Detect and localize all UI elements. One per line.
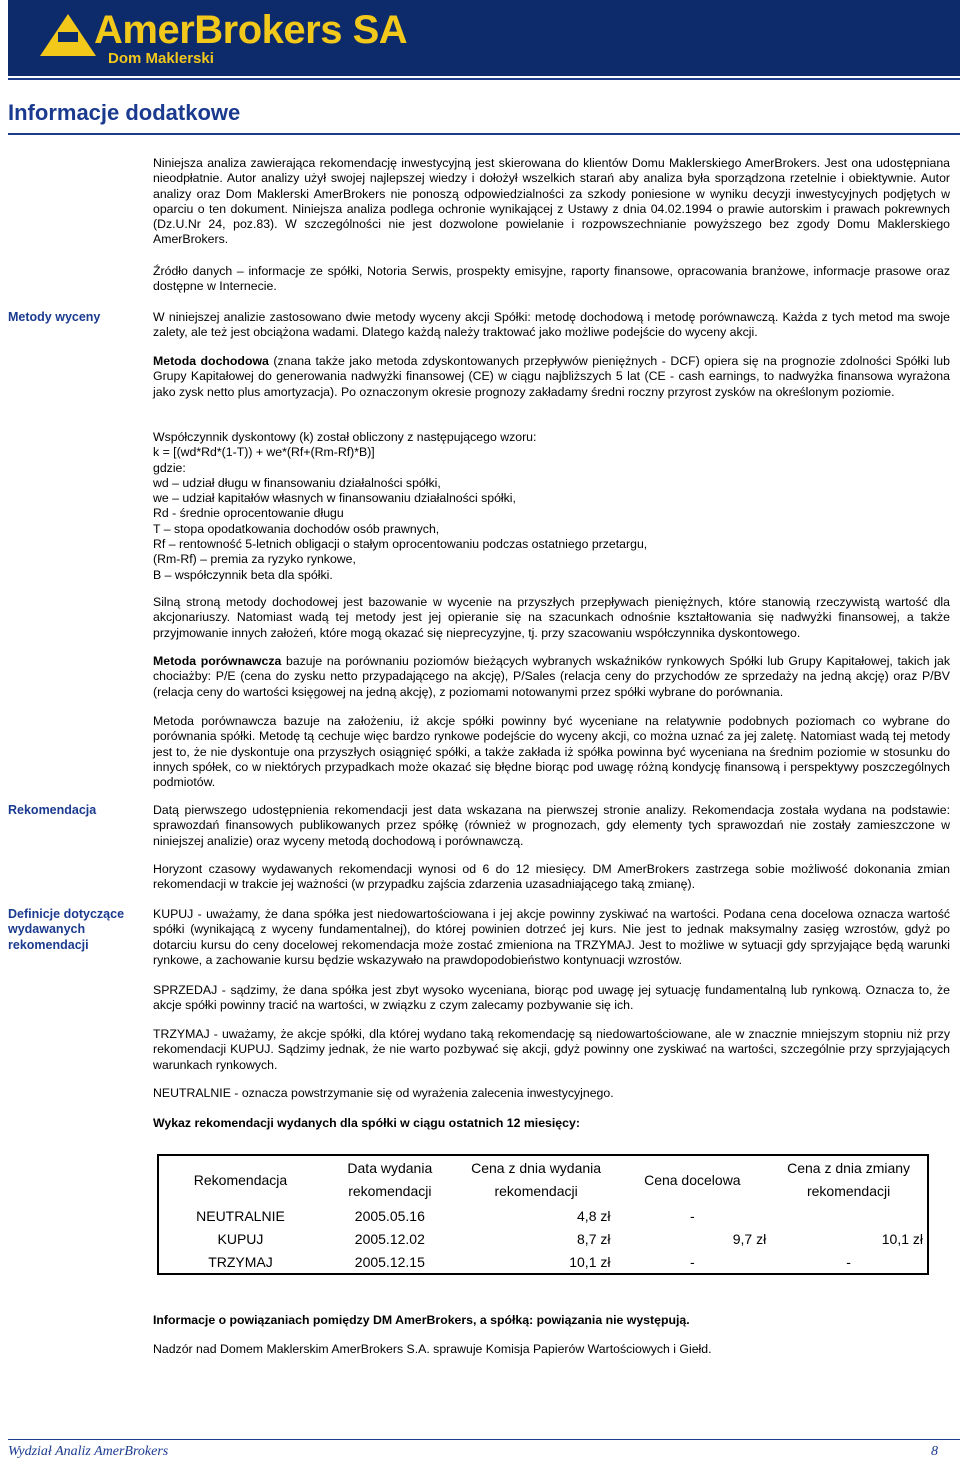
definicja-sprzedaj: SPRZEDAJ - sądzimy, że dana spółka jest zbyt wysoko wyceniana, biorąc pod uwagę jej sytuację fundamentalną lub rynkową. Oznacza to, że akcje spółki powinny tracić na wartości, w związku z czym zalecamy pozbywanie się ich. bbox=[153, 983, 950, 1013]
formula-line: B – współczynnik beta dla spółki. bbox=[153, 567, 333, 582]
formula-line: (Rm-Rf) – premia za ryzyko rynkowe, bbox=[153, 552, 356, 567]
table-cell: 2005.12.15 bbox=[354, 1253, 425, 1270]
formula-block bbox=[153, 430, 950, 583]
footer-department: Wydział Analiz AmerBrokers bbox=[8, 1444, 169, 1459]
formula-line: T – stopa opodatkowania dochodów osób prawnych, bbox=[153, 521, 440, 536]
footer-divider bbox=[8, 1439, 960, 1440]
col-header-cena-wydania: Cena z dnia wydania rekomendacji bbox=[471, 1160, 602, 1199]
metoda-porownawcza-term: Metoda porównawcza bbox=[153, 654, 282, 668]
formula-line: gdzie: bbox=[153, 460, 186, 475]
metoda-porownawcza-text: bazuje na porównaniu poziomów bieżących wybranych wskaźników rynkowych Spółki lub Grupy Kapitałowej, takich jak chociażby: P/E (cena do zysku netto przypadającego na akcję), P/Sales (relacja ceny do przychodów ze sprzedaży na jedną akcję) oraz P/BV (relacja ceny do wartości księgowej na jedną akcję), z poziomami notowanymi przez spółki wybrane do porównania. bbox=[153, 654, 950, 699]
table-cell: 10,1 zł bbox=[881, 1230, 923, 1247]
table-row bbox=[158, 1250, 928, 1274]
title-divider bbox=[8, 133, 960, 135]
logo-subtitle: Dom Maklerski bbox=[108, 50, 214, 67]
definicja-neutralnie: NEUTRALNIE - oznacza powstrzymanie się od wyrażenia zalecenia inwestycyjnego. bbox=[153, 1086, 614, 1100]
logo-icon bbox=[40, 14, 96, 56]
formula-line: Współczynnik dyskontowy (k) został obliczony z następującego wzoru: bbox=[153, 430, 537, 444]
metody-paragraph-porownawcza bbox=[153, 654, 950, 700]
table-cell: 2005.05.16 bbox=[354, 1207, 425, 1224]
logo-name: AmerBrokers SA bbox=[94, 8, 408, 52]
rekomendacja-paragraph-2: Horyzont czasowy wydawanych rekomendacji wynosi od 6 do 12 miesięcy. DM AmerBrokers zastrzega sobie możliwość dokonania zmian rekomendacji w trakcie jej ważności (w przypadku zajścia zdarzenia uzasadniającego taką zmianę). bbox=[153, 862, 950, 892]
section-label-metody: Metody wyceny bbox=[8, 310, 101, 324]
metody-paragraph-5: Metoda porównawcza bazuje na założeniu, iż akcje spółki powinny być wyceniane na relatywnie podobnych poziomach co wybrane do porównania spółki. Metodę tą cechuje więc bardzo rynkowe podejście do wyceny akcji, co można uznać za jej zaletę. Natomiast wadą tej metody jest to, że nie dyskontuje ona przyszłych osiągnięć spółki, a także zakłada iż spółka powinna być wyceniana na średnim poziomie w stosunku do innych spółek, co w niektórych przypadkach może okazać się błędne biorąc pod uwagę różną kondycję finansową i perspektywy poszczególnych podmiotów. bbox=[153, 714, 950, 790]
rekomendacja-paragraph-1: Datą pierwszego udostępnienia rekomendacji jest data wskazana na pierwszej stronie analizy. Rekomendacja została wydana na podstawie: sprawozdań finansowych publikowanych przez spółkę (również w prognozach, gdy elementy tych sprawozdań nie zostały zamieszczone w niniejszej analizie) oraz wyceny metodą dochodową i porównawczą. bbox=[153, 803, 950, 848]
table-row bbox=[158, 1227, 928, 1250]
metody-paragraph-1: W niniejszej analizie zastosowano dwie metody wyceny akcji Spółki: metodę dochodową i metodę porównawczą. Każda z tych metod ma swoje zalety, ale też jest obciążona wadami. Dlatego każdą należy traktować jako możliwe podejście do wyceny akcji. bbox=[153, 310, 950, 340]
table-row bbox=[158, 1204, 928, 1227]
metoda-dochodowa-text: (znana także jako metoda zdyskontowanych przepływów pieniężnych - DCF) opiera się na prognozie zdolności Spółki lub Grupy Kapitałowej do generowania nadwyżki finansowej (CE) w ciągu najbliższych 5 lat (CE - cash earnings, to nadwyżka finansowa wyrażona jako zysk netto plus amortyzacja). Po oznaczonym okresie prognozy zakładamy średni roczny przyrost zysków na określonym poziomie. bbox=[153, 354, 950, 399]
formula-line: k = [(wd*Rd*(1-T)) + we*(Rf+(Rm-Rf)*B)] bbox=[153, 445, 375, 460]
formula-line: we – udział kapitałów własnych w finansowaniu działalności spółki, bbox=[153, 491, 516, 506]
header-banner bbox=[8, 0, 960, 76]
table-cell: 9,7 zł bbox=[732, 1230, 767, 1247]
table-cell: KUPUJ bbox=[217, 1230, 264, 1247]
source-paragraph: Źródło danych – informacje ze spółki, Notoria Serwis, prospekty emisyjne, raporty finansowe, opracowania branżowe, informacje prasowe oraz dostępne w Internecie. bbox=[153, 264, 950, 294]
formula-line: wd – udział długu w finansowaniu działalności spółki, bbox=[153, 475, 441, 490]
table-cell: 4,8 zł bbox=[577, 1207, 611, 1224]
recommendations-table bbox=[157, 1154, 929, 1275]
intro-paragraph: Niniejsza analiza zawierająca rekomendację inwestycyjną jest skierowana do klientów Domu Maklerskiego AmerBrokers. Jest ona udostępniana nieodpłatnie. Autor analizy użył swojej najlepszej wiedzy i dołożył wszelkich starań aby analiza była sporządzona rzetelnie i obiektywnie. Autor analizy oraz Dom Maklerski AmerBrokers nie ponoszą odpowiedzialności za szkody poniesione w wyniku decyzji inwestycyjnych podjętych w oparciu o ten dokument. Niniejsza analiza podlega ochronie wynikającej z Ustawy z dnia 04.02.1994 o prawie autorskim i prawach pokrewnych (Dz.U.Nr 24, poz.83). W szczególności nie jest dozwolone powielanie i rozpowszechnianie powyższego bez zgody Domu Maklerskiego AmerBrokers. bbox=[153, 156, 950, 247]
table-cell: 10,1 zł bbox=[569, 1253, 611, 1270]
table-cell: 8,7 zł bbox=[577, 1230, 611, 1247]
formula-line: Rf – rentowność 5-letnich obligacji o stałym oprocentowaniu podczas ostatniego przetargu, bbox=[153, 537, 648, 552]
formula-line: Rd - średnie oprocentowanie długu bbox=[153, 506, 344, 521]
table-cell: NEUTRALNIE bbox=[196, 1207, 285, 1224]
metoda-dochodowa-term: Metoda dochodowa bbox=[153, 354, 269, 368]
col-header-cena-zmiany: Cena z dnia zmiany rekomendacji bbox=[787, 1160, 911, 1199]
table-cell: - bbox=[690, 1207, 695, 1224]
definicja-kupuj: KUPUJ - uważamy, że dana spółka jest niedowartościowana i jej akcje powinny zyskiwać na wartości. Podana cena docelowa oznacza wartość spółki (wynikającą z wyceny fundamentalnej), do której powinien dotrzeć jej kurs. Nie jest to jednak maksymalny zasięg wzrostów, gdyż po dotarciu kursu do ceny docelowej rekomendacja może zostać zmieniona na TRZYMAJ. Jest to możliwe w sytuacji gdy sprzyjające będą warunki rynkowe, a zachowanie kursu będzie wskazywało na prawdopodobieństwo kontynuacji wzrostów. bbox=[153, 907, 950, 967]
powiazania-note: Informacje o powiązaniach pomiędzy DM AmerBrokers, a spółką: powiązania nie występują. bbox=[153, 1313, 690, 1327]
metody-paragraph-3: Silną stroną metody dochodowej jest bazowanie w wycenie na przyszłych przepływach pieniężnych, które stanowią rzeczywistą wartość dla akcjonariuszy. Natomiast wadą tej metody jest jej opieranie się na szacunkach odnośnie kształtowania się nadwyżki finansowej, a także przyjmowanie innych założeń, które mogą okazać się nieprecyzyjne, tj. przy szacowaniu współczynnika dyskontowego. bbox=[153, 595, 950, 640]
nadzor-note: Nadzór nad Domem Maklerskim AmerBrokers S.A. sprawuje Komisja Papierów Wartościowych i Giełd. bbox=[153, 1342, 712, 1356]
table-cell: - bbox=[690, 1253, 695, 1270]
section-label-rekomendacja: Rekomendacja bbox=[8, 803, 97, 817]
table-cell: TRZYMAJ bbox=[208, 1253, 273, 1270]
table-cell: 2005.12.02 bbox=[354, 1230, 425, 1247]
wykaz-title: Wykaz rekomendacji wydanych dla spółki w ciągu ostatnich 12 miesięcy: bbox=[153, 1116, 580, 1130]
page-title: Informacje dodatkowe bbox=[8, 100, 241, 125]
col-header-rekomendacja: Rekomendacja bbox=[193, 1171, 288, 1188]
col-header-data: Data wydania rekomendacji bbox=[347, 1160, 433, 1199]
table-header-row bbox=[158, 1155, 928, 1204]
page-number: 8 bbox=[931, 1444, 938, 1459]
metody-paragraph-dochodowa bbox=[153, 354, 950, 400]
header-divider bbox=[8, 78, 960, 80]
table-cell bbox=[770, 1204, 928, 1227]
section-label-definicje: Definicje dotyczące wydawanych rekomendacji bbox=[8, 907, 125, 952]
table-cell: - bbox=[846, 1253, 851, 1270]
definicja-trzymaj: TRZYMAJ - uważamy, że akcje spółki, dla której wydano taką rekomendację są niedowartościowane, ale w znacznie mniejszym stopniu niż przy rekomendacji KUPUJ. Sądzimy jednak, że nie warto pozbywać się akcji, gdyż powinny one zyskiwać na wartości, szczególnie przy sprzyjających warunkach rynkowych. bbox=[153, 1027, 950, 1072]
col-header-cena-docelowa: Cena docelowa bbox=[644, 1171, 741, 1188]
